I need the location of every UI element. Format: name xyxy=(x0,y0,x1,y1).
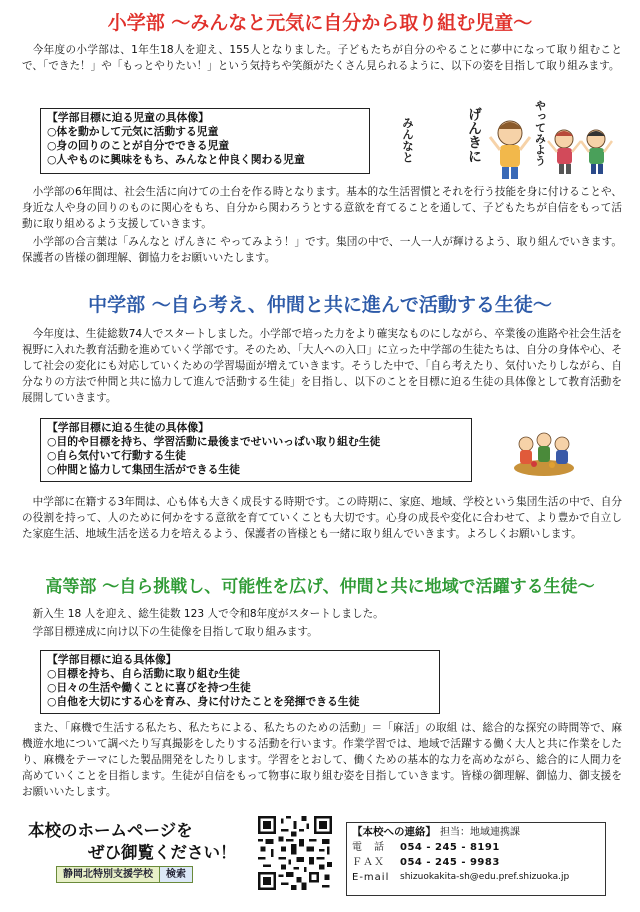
goal-item: ○日々の生活や働くことに喜びを持つ生徒 xyxy=(47,681,251,694)
elementary-closing: 小学部の合言葉は「みんなと げんきに やってみよう！」です。集団の中で、一人一人が輝けるよう、取り組んでいきます。保護者の皆様の御理解、御協力をお願いいたします。 xyxy=(22,236,622,264)
contact-box xyxy=(346,822,606,896)
goal-item: ○自他を大切にする心を育み、身に付けたことを発揮できる生徒 xyxy=(47,695,360,708)
goal-item: ○自ら気付いて行動する生徒 xyxy=(47,449,186,462)
goal-item: ○身の回りのことが自分でできる児童 xyxy=(47,139,230,152)
goal-item: ○目標を持ち、自ら活動に取り組む生徒 xyxy=(47,667,240,680)
high-title: 高等部 ～自ら挑戦し、可能性を広げ、仲間と共に地域で活躍する生徒～ xyxy=(45,577,595,597)
junior-intro: 今年度は、生徒総数74人でスタートしました。小学部で培った力をより確実なものにしながら、卒業後の進路や社会生活を視野に入れた教育活動を進めていく学部です。そのため、「大人への入口」に立った中学部の生徒たちは、自分の身体や心、そして社会の変化にも対応していくための学習場面が増えていきます。そうした中で、「自ら考えたり、気付いたりしながら、自分なりの方法で仲間と共に協力して進んで活動する生徒」を目指し、以下のことを目標に迫る生徒の具体像として教育活動を展開していきます。 xyxy=(22,328,622,404)
illus-text-yatte: やってみよう xyxy=(533,100,547,166)
elementary-body: 小学部の6年間は、社会生活に向けての土台を作る時となります。基本的な生活習慣とそれを行う技能を身に付けることや、身近な人や身の回りのものに関心をもち、自分から関わろうとする意欲を育てることを通して、子どもたちが自信をもって活動に取り組めるよう支援していきます。 xyxy=(22,186,622,230)
contact-dept: 担当：地域連携課 xyxy=(440,827,520,838)
illus-text-genki: げんきに xyxy=(466,107,482,163)
elementary-intro: 今年度の小学部は、1年生18人を迎え、155人となりました。子どもたちが自分のやることに夢中になって取り組むことで、「できた！」や「もっとやりたい！」という気持ちや笑顔がたくさん見られるように、以下の姿を目指して取り組みます。 xyxy=(22,44,622,72)
elementary-title: 小学部 ～みんなと元気に自分から取り組む児童～ xyxy=(107,12,533,34)
goal-item: ○仲間と協力して集団生活ができる生徒 xyxy=(47,463,240,476)
goal-item: ○体を動かして元気に活動する児童 xyxy=(47,125,219,138)
junior-title: 中学部 ～自ら考え、仲間と共に進んで活動する生徒～ xyxy=(88,294,552,316)
students-illustration xyxy=(512,428,576,478)
contact-title: 【本校への連絡】 xyxy=(352,826,436,838)
children-illustration xyxy=(390,95,620,187)
search-query[interactable]: 静岡北特別支援学校 xyxy=(57,867,159,882)
email-link[interactable]: shizuokakita-sh@edu.pref.shizuoka.jp xyxy=(400,872,570,882)
goal-box-title: 【学部目標に迫る児童の具体像】 xyxy=(47,111,209,124)
email-label: E-mail xyxy=(352,872,390,883)
junior-body: 中学部に在籍する3年間は、心も体も大きく成長する時期です。この時期に、家庭、地域、学校という集団生活の中で、自分の役割を持って、人のために何かをする意欲を育てていくことも大切です。心身の成長や変化に合わせて、より豊かで自立した家庭生活、地域生活を送る力を培えるよう、保護者の皆様とも一緒に取り組んでいきます。よろしくお願いします。 xyxy=(22,496,622,540)
goal-item: ○目的や目標を持ち、学習活動に最後までせいいっぱい取り組む生徒 xyxy=(47,435,381,448)
high-intro-line1: 新入生 18 人を迎え、総生徒数 123 人で令和8年度がスタートしました。 xyxy=(32,608,384,620)
tel-label: 電 話 xyxy=(352,842,385,853)
qr-code-icon[interactable] xyxy=(258,816,332,890)
homepage-line2: ぜひ御覧ください！ xyxy=(88,843,237,862)
goal-box-title: 【学部目標に迫る生徒の具体像】 xyxy=(47,421,209,434)
homepage-callout xyxy=(28,820,248,864)
search-box[interactable] xyxy=(56,866,193,883)
goal-box-title: 【学部目標に迫る具体像】 xyxy=(47,653,177,666)
tel-number[interactable]: 054 - 245 - 8191 xyxy=(400,842,500,853)
fax-label: ＦＡＸ xyxy=(352,857,385,868)
elementary-goal-box xyxy=(40,108,370,174)
illus-text-min: みんなと xyxy=(401,117,415,163)
search-button[interactable]: 検索 xyxy=(159,867,192,882)
goal-item: ○人やものに興味をもち、みんなと仲良く関わる児童 xyxy=(47,153,305,166)
high-body: また、「麻機で生活する私たち、私たちによる、私たちのための活動」＝「麻活」の取組 は、総合的な探究の時間等で、麻機遊水地について調べたり写真撮影をしたりする活動を行います。作業学習では、地域で活躍する働く大人と共に作業をしたり、麻機をテーマにした製品開発をしたりします。学習をとおして、働くための基本的な力を高めながら、総合的に人間力を高めていくことを目指します。生徒が自信をもって物事に取り組む姿を目指していきます。皆様の御理解、御協力、御支援をお願いいたします。 xyxy=(22,722,622,798)
high-goal-box xyxy=(40,650,440,714)
fax-number: 054 - 245 - 9983 xyxy=(400,857,500,868)
high-intro-line2: 学部目標達成に向け以下の生徒像を目指して取り組みます。 xyxy=(32,626,318,638)
homepage-line1: 本校のホームページを xyxy=(28,821,193,840)
junior-goal-box xyxy=(40,418,472,482)
